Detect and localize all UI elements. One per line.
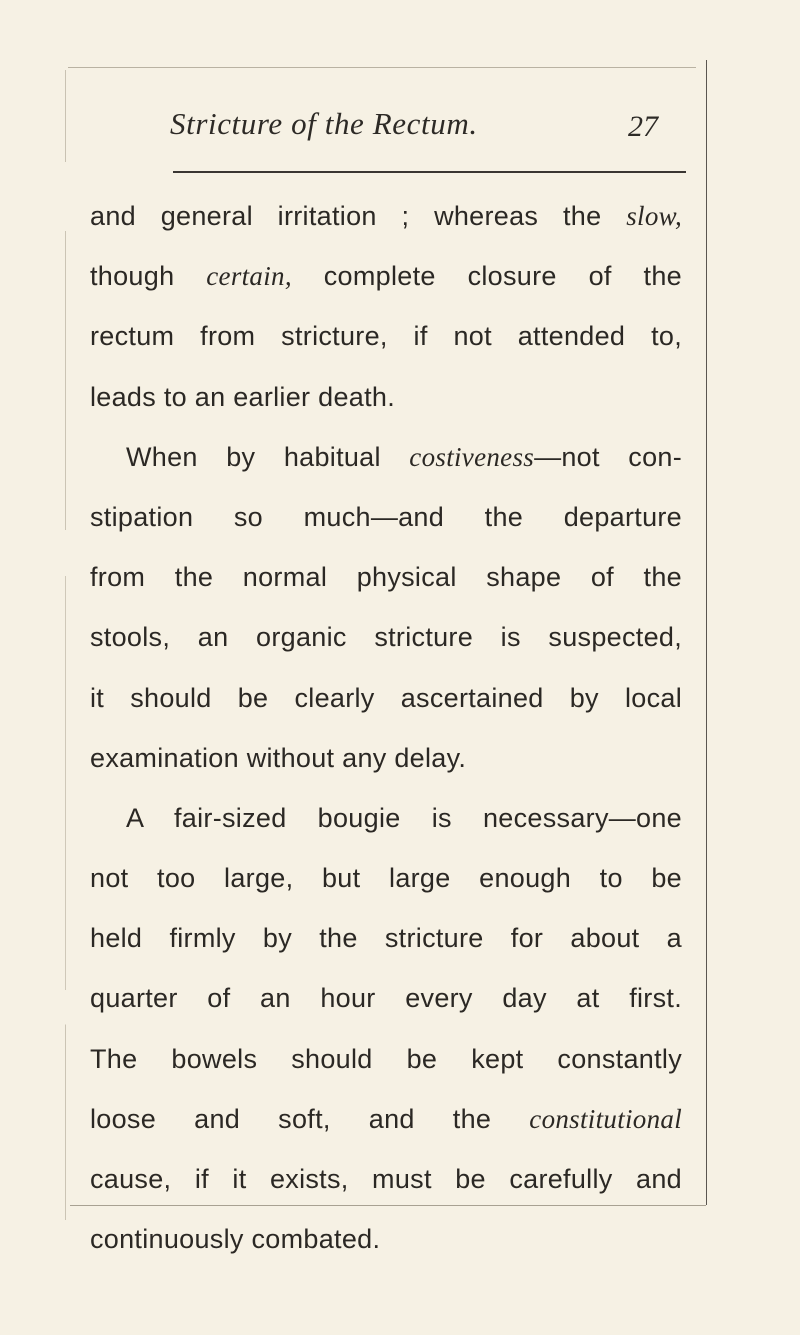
body-text (90, 186, 682, 1269)
text-line: it should be clearly ascertained by local (90, 682, 682, 713)
text-line: stools, an organic stricture is suspected, (90, 622, 682, 653)
text-line: not too large, but large enough to be (90, 863, 682, 894)
running-head (0, 106, 800, 146)
text-line: cause, if it exists, must be carefully and (90, 1164, 682, 1194)
page-title: Stricture of the Rectum. (170, 106, 478, 141)
page-number: 27 (628, 110, 658, 143)
text-line: When by habitual costiveness—not con- (126, 441, 683, 472)
text-line: loose and soft, and the constitutional (90, 1103, 682, 1134)
page-left-rule (65, 70, 66, 1220)
text-line: quarter of an hour every day at first. (90, 983, 682, 1014)
text-line: from the normal physical shape of the (90, 562, 682, 593)
text-line: held firmly by the stricture for about a (90, 923, 682, 954)
text-line: continuously combated. (90, 1224, 381, 1255)
text-line: leads to an earlier death. (90, 381, 395, 412)
text-line: The bowels should be kept constantly (90, 1043, 682, 1074)
text-line: stipation so much—and the departure (90, 501, 682, 532)
text-line: A fair-sized bougie is necessary—one (126, 802, 682, 833)
header-rule (173, 171, 686, 173)
page-top-rule (68, 67, 696, 68)
text-line: though certain, complete closure of the (90, 261, 682, 292)
page-right-rule (706, 60, 707, 1205)
text-line: examination without any delay. (90, 742, 467, 773)
text-line: and general irritation ; whereas the slow, (90, 201, 682, 231)
text-line: rectum from stricture, if not attended to, (90, 321, 682, 352)
